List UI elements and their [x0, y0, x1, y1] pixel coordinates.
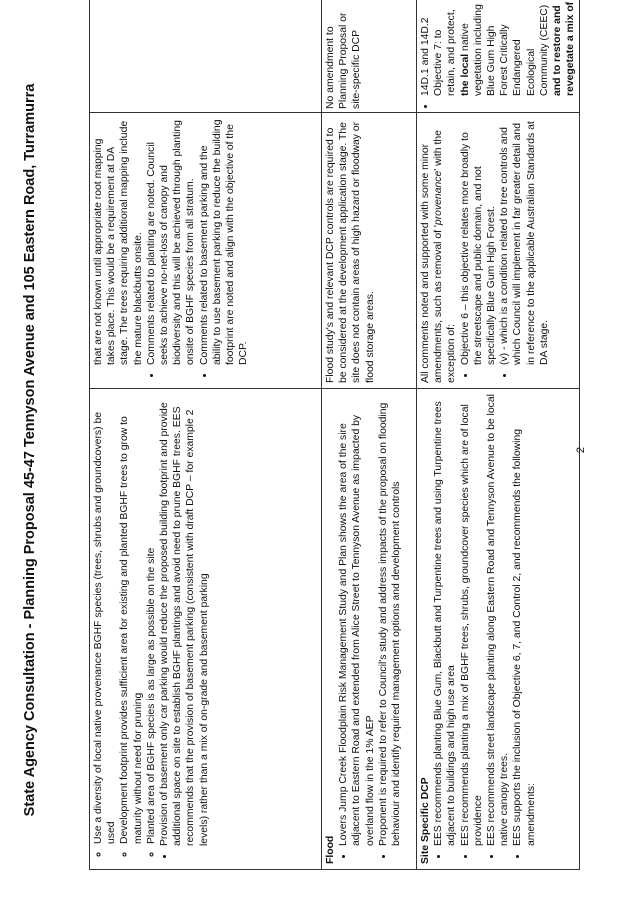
action-cell	[322, 0, 417, 113]
section-heading-dcp: Site Specific DCP	[420, 777, 431, 864]
issue-cell	[322, 389, 417, 870]
table-row	[90, 0, 322, 870]
bullet-list	[337, 394, 403, 864]
continuation-text: that are not known until appropriate root mapping takes place. This would be a requirement at DA stage. The trees requiring additional mapping include the mature blackbutts onsite.	[93, 120, 144, 365]
issue-cell	[417, 389, 580, 870]
response-cell	[417, 113, 580, 389]
list-item: • EES recommends street landscape planting along Eastern Road and Tennyson Avenue to be local native canopy trees.	[485, 394, 511, 846]
section-heading-flood: Flood	[325, 835, 336, 864]
list-item: • Proponent is required to refer to Council's study and address impacts of the proposal on flooding behaviour and identify required management options and development controls	[377, 394, 403, 846]
action-cell	[90, 0, 322, 113]
bullet-list	[158, 394, 211, 864]
list-item: • 14D.1 and 14D.2 Objective 7: to retain, and protect, the local native vegetation including Blue Gum High Forest Critically Endangered Ecological Community (CEEC) and to restore and revegetate a mix of	[419, 0, 577, 96]
list-item: • EES supports the inclusion of Objective 6, 7, and Control 2, and recommends the following amendments:	[511, 394, 537, 846]
table-row	[322, 0, 417, 870]
list-item: ◦ Development footprint provides sufficient area for existing and planted BGHF trees to grow to maturity without need for pruning	[118, 394, 144, 844]
table-row	[417, 0, 580, 870]
bold-text: the local	[459, 53, 471, 96]
page-number: 2	[575, 446, 587, 454]
emphasis-text: provenance	[433, 170, 445, 226]
consultation-table	[89, 0, 580, 870]
list-item: • Objective 6 – this objective relates more broadly to the streetscape and public domain, and not specifically Blue Gum High Forest.	[459, 118, 499, 365]
response-intro: All comments noted and supported with some minor amendments, such as removal of 'provenance' with the exception of:	[420, 130, 458, 383]
sub-bullet-list	[92, 394, 158, 864]
bold-text: and to restore and revegetate a mix of	[552, 1, 577, 96]
response-cell	[90, 113, 322, 389]
list-item: • EES recommends planting a mix of BGHF trees, shrubs, groundcover species which are of local providence	[459, 394, 485, 846]
bullet-list	[459, 118, 551, 383]
list-item: • Lovers Jump Creek Floodplain Risk Management Study and Plan shows the area of the sire adjacent to Eastern Road and extended from Alice Street to Tennyson Avenue as impacted by overland flow in the 1% AEP	[337, 394, 377, 846]
bullet-list	[419, 0, 577, 109]
response-text: Flood study's and relevant DCP controls are required to be considered at the development application stage. The site does not contain areas of high hazard or floodway or flood storage areas.	[325, 121, 376, 383]
response-cell	[322, 113, 417, 389]
list-item: • EES recommends planting Blue Gum, Blackbutt and Turpentine trees and using Turpentine trees adjacent to buildings and high use area	[432, 394, 458, 846]
list-item: ◦ Planted area of BGHF species is as large as possible on the site	[145, 394, 158, 844]
list-item: • Comments related to basement parking and the ability to use basement parking to reduce the building footprint are noted and align with the objective of the DCP.	[198, 118, 251, 365]
bullet-list	[432, 394, 538, 864]
action-cell	[417, 0, 580, 113]
page-title: State Agency Consultation - Planning Proposal 45-47 Tennyson Avenue and 105 Eastern Road, Turramurra	[22, 83, 38, 817]
list-item: • Provision of basement only car parking would reduce the proposed building footprint and provide additional space on site to establish BGHF plantings and avoid need to prune BGHF trees. EES recommends that the provision of basement parking (consistent with draft DCP – for example 2 levels) rather than a mix of on-grade and basement parking	[158, 394, 211, 846]
list-item: ◦ Use a diversity of local native provenance BGHF species (trees, shrubs and groundcovers) be used	[92, 394, 118, 844]
action-text: No amendment to Planning Proposal or site-specific DCP	[325, 12, 363, 109]
list-item: • (v) - which is a condition related to tree controls and which Council will implement in far greater detail and in reference to the applicable Australian Standards at DA stage.	[498, 118, 551, 365]
list-item: • Comments related to planting are noted. Council seeks to achieve no-net-loss of canopy and biodiversity and this will be achieved through planting onsite of BGHF species from all stratum.	[145, 118, 198, 365]
bullet-list	[145, 118, 251, 383]
issue-cell	[90, 389, 322, 870]
